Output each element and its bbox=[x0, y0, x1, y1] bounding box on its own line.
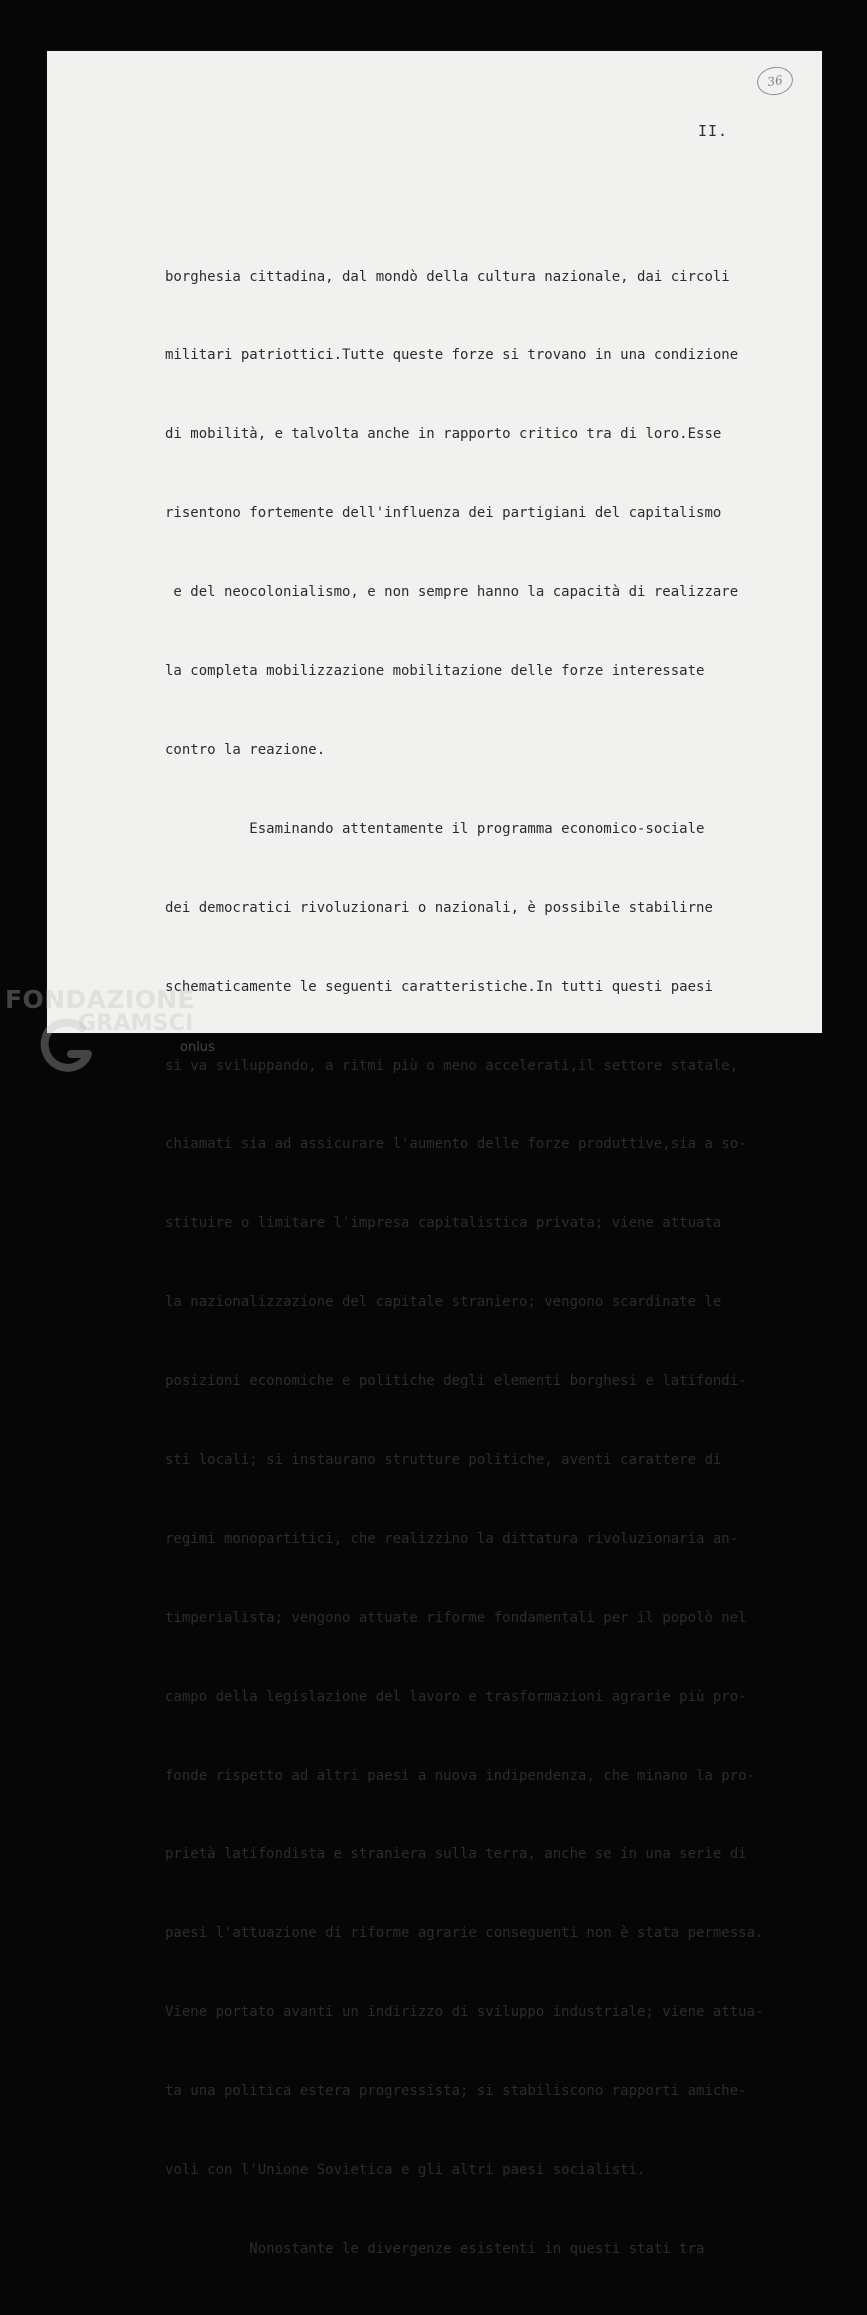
typed-line: fonde rispetto ad altri paesi a nuova indipendenza, che minano la pro- bbox=[165, 1767, 756, 1784]
typed-line: posizioni economiche e politiche degli elementi borghesi e latifondi- bbox=[165, 1373, 747, 1390]
typed-line: la nazionalizzazione del capitale straniero; vengono scardinate le bbox=[165, 1294, 722, 1311]
typed-line: borghesia cittadina, dal mondò della cultura nazionale, dai circoli bbox=[165, 268, 730, 285]
typed-line: voli con l'Unione Sovietica e gli altri paesi socialisti. bbox=[165, 2161, 646, 2178]
typed-line: regimi monopartitici, che realizzino la dittatura rivoluzionaria an- bbox=[165, 1530, 739, 1547]
typed-line: Esaminando attentamente il programma economico-sociale bbox=[165, 820, 705, 837]
typed-line: di mobilità, e talvolta anche in rapporto critico tra di loro.Esse bbox=[165, 426, 722, 443]
typed-line: schematicamente le seguenti caratteristiche.In tutti questi paesi bbox=[165, 978, 713, 995]
typed-line: si va sviluppando, a ritmi più o meno accelerati,il settore statale, bbox=[165, 1057, 739, 1074]
fondazione-gramsci-watermark bbox=[5, 980, 235, 1080]
page-number: II. bbox=[698, 122, 729, 140]
typed-body-text bbox=[165, 211, 805, 2315]
typed-line: prietà latifondista e straniera sulla terra, anche se in una serie di bbox=[165, 1846, 747, 1863]
typed-line: Viene portato avanti un indirizzo di sviluppo industriale; viene attua- bbox=[165, 2004, 764, 2021]
watermark-onlus-text: onlus bbox=[180, 1040, 215, 1055]
typed-line: stituire o limitare l'impresa capitalistica privata; viene attuata bbox=[165, 1215, 722, 1232]
typed-line: Nonostante le divergenze esistenti in questi stati tra bbox=[165, 2240, 705, 2257]
archive-stamp-number: 36 bbox=[755, 64, 795, 98]
typed-line: contro la reazione. bbox=[165, 741, 326, 758]
typed-line: campo della legislazione del lavoro e trasformazioni agrarie più pro- bbox=[165, 1688, 747, 1705]
typed-line: paesi l'attuazione di riforme agrarie conseguenti non è stata permessa. bbox=[165, 1925, 764, 1942]
typed-line: risentono fortemente dell'influenza dei partigiani del capitalismo bbox=[165, 505, 722, 522]
typed-line: dei democratici rivoluzionari o nazionali, è possibile stabilirne bbox=[165, 899, 713, 916]
watermark-fondazione-text: FONDAZIONE bbox=[5, 985, 196, 1014]
typed-line: timperialista; vengono attuate riforme fondamentali per il popolò nel bbox=[165, 1609, 747, 1626]
typed-line: chiamati sia ad assicurare l'aumento delle forze produttive,sia a so- bbox=[165, 1136, 747, 1153]
watermark-gramsci-text: GRAMSCI bbox=[78, 1011, 194, 1036]
typed-line: e del neocolonialismo, e non sempre hanno la capacità di realizzare bbox=[165, 584, 739, 601]
typed-line: la completa mobilizzazione mobilitazione delle forze interessate bbox=[165, 663, 705, 680]
typed-line: militari patriottici.Tutte queste forze si trovano in una condizione bbox=[165, 347, 739, 364]
typed-line: sti locali; si instaurano strutture politiche, aventi carattere di bbox=[165, 1451, 722, 1468]
typed-line: ta una politica estera progressista; si stabiliscono rapporti amiche- bbox=[165, 2083, 747, 2100]
